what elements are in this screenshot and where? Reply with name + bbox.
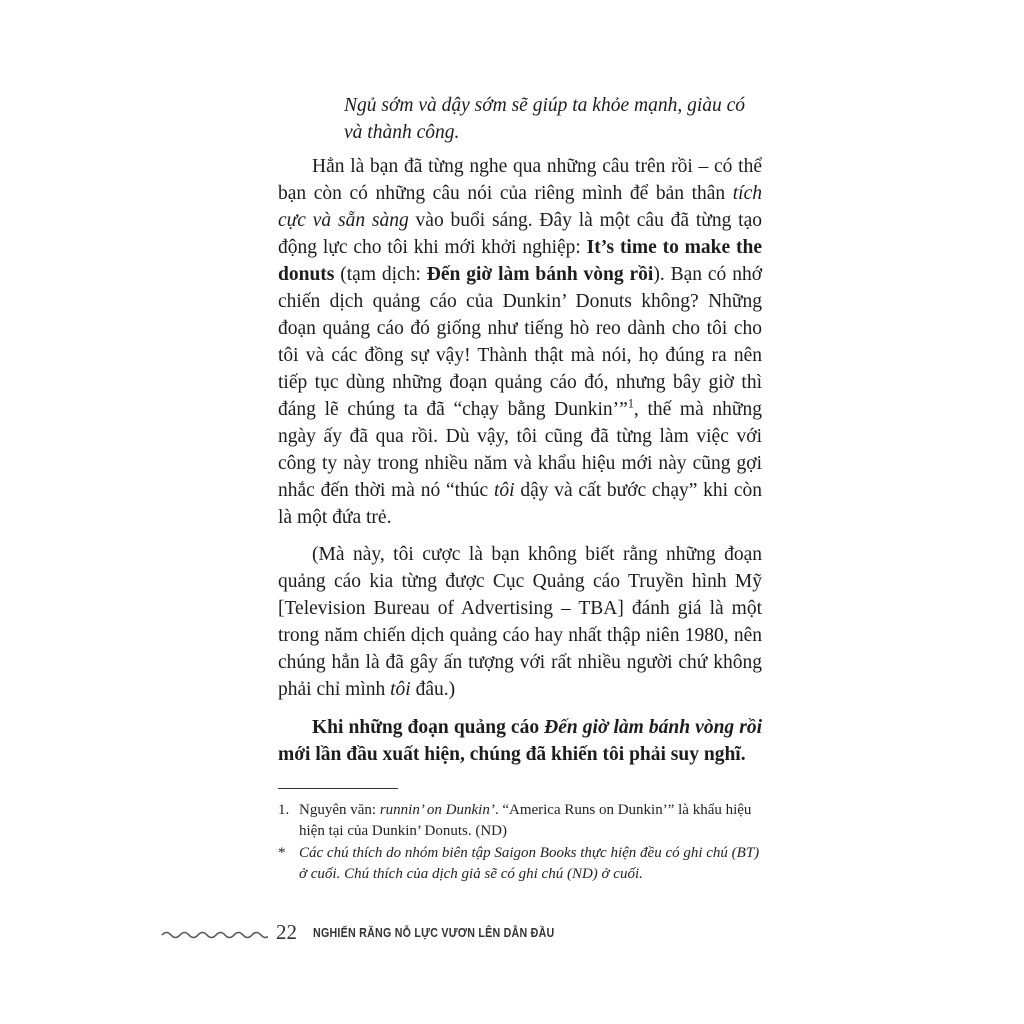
text-run: (tạm dịch: — [334, 264, 427, 285]
text-run: Hẳn là bạn đã từng nghe qua những câu trên rồi – có thể bạn còn có những câu nói của riêng mình để bản thân — [278, 156, 762, 204]
text-run: Nguyên văn: — [299, 802, 380, 818]
footnote-text — [299, 800, 768, 842]
footnote-text: Các chú thích do nhóm biên tập Saigon Books thực hiện đều có ghi chú (BT) ở cuối. Chú thích của dịch giả sẽ có ghi chú (ND) ở cuối. — [299, 845, 760, 882]
bold-run: It’s time to make the donuts — [278, 237, 763, 285]
footnotes — [278, 800, 768, 886]
text-run: , thế mà những ngày ấy đã qua rồi. Dù vậy, tôi cũng đã từng làm việc với công ty này trong nhiều năm và khẩu hiệu mới này cũng gợi nhắc đến thời mà nó “thúc — [278, 399, 762, 501]
italic-run: tích cực và sẵn sàng — [278, 183, 762, 231]
italic-run: runnin’ on Dunkin’ — [379, 802, 495, 818]
bold-run: Đến giờ làm bánh vòng rồi — [426, 264, 654, 285]
page-number: 22 — [276, 920, 297, 944]
italic-run: tôi — [390, 679, 411, 700]
wave-ornament-icon — [160, 928, 268, 942]
footnote-ref: 1 — [627, 396, 634, 411]
paragraph-1 — [278, 153, 762, 531]
footnote-marker: 1. — [278, 802, 290, 818]
epigraph: Ngủ sớm và dậy sớm sẽ giúp ta khỏe mạnh, giàu có và thành công. — [344, 95, 746, 143]
footnote-editor-note — [278, 843, 768, 885]
paragraph-2 — [278, 541, 762, 703]
paragraph-3-text — [278, 714, 762, 768]
paragraph-1-text — [278, 153, 762, 531]
text-run: mới lần đầu xuất hiện, chúng đã khiến tôi phải suy nghĩ. — [278, 744, 746, 765]
italic-run: tôi — [493, 480, 515, 501]
running-head: NGHIẾN RĂNG NỖ LỰC VƯƠN LÊN DẪN ĐẦU — [313, 925, 555, 940]
text-run: Khi những đoạn quảng cáo — [312, 717, 545, 738]
footnote-1 — [278, 800, 768, 842]
text-run: đâu.) — [410, 679, 456, 700]
paragraph-3 — [278, 714, 762, 768]
text-run: dậy và cất bước chạy” khi còn là một đứa trẻ. — [278, 480, 762, 528]
text-run: vào buổi sáng. Đây là một câu đã từng tạo động lực cho tôi khi mới khởi nghiệp: — [278, 210, 762, 258]
text-run: ). Bạn có nhớ chiến dịch quảng cáo của Dunkin’ Donuts không? Những đoạn quảng cáo đó giống như tiếng hò reo dành cho tôi cho tôi và các đồng sự vậy! Thành thật mà nói, họ đúng ra nên tiếp tục dùng những đoạn quảng cáo đó, nhưng bây giờ thì đáng lẽ chúng ta đã “chạy bằng Dunkin’” — [278, 264, 763, 420]
footnote-divider — [278, 788, 398, 789]
text-run: (Mà này, tôi cược là bạn không biết rằng những đoạn quảng cáo kia từng được Cục Quảng cáo Truyền hình Mỹ [Television Bureau of Advertising – TBA] đánh giá là một trong năm chiến dịch quảng cáo hay nhất thập niên 1980, nên chúng hẳn là đã gây ấn tượng với rất nhiều người chứ không phải chỉ mình — [278, 544, 762, 700]
italic-run: Đến giờ làm bánh vòng rồi — [544, 717, 762, 738]
text-run: . “America Runs on Dunkin’” là khẩu hiệu hiện tại của Dunkin’ Donuts. (ND) — [299, 802, 752, 839]
footnote-marker: * — [278, 845, 286, 861]
paragraph-2-text — [278, 541, 762, 703]
